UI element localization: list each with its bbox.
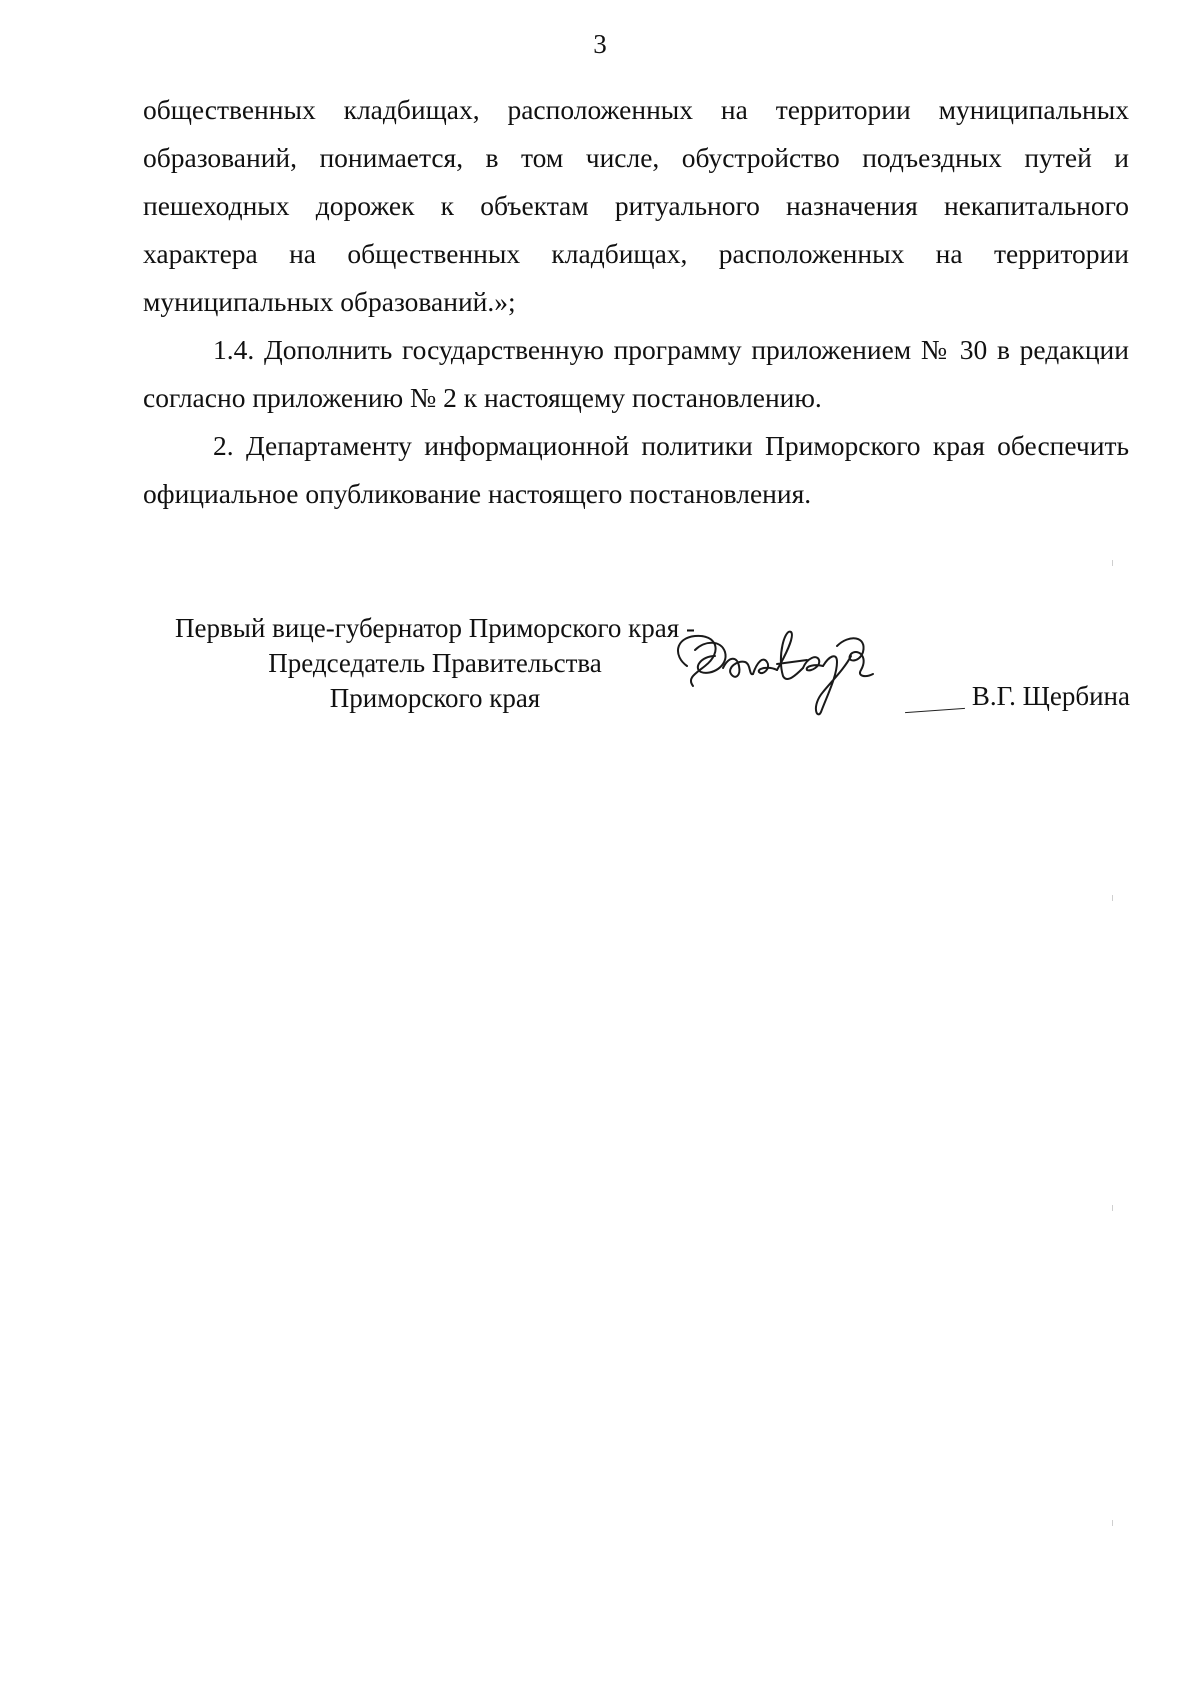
signatory-title (145, 611, 725, 716)
paragraph-item-1-4: 1.4. Дополнить государственную программу приложением № 30 в редакции согласно приложению № 2 к настоящему постановлению. (143, 334, 1129, 413)
scan-artifact (1112, 1520, 1113, 1526)
page-number: 3 (593, 29, 607, 59)
signature-underline (905, 708, 965, 713)
signatory-name: В.Г. Щербина (971, 681, 1130, 711)
scan-artifact (1112, 1205, 1113, 1211)
handwritten-signature-icon (665, 626, 885, 721)
signatory-title-line-1: Первый вице-губернатор Приморского края - (175, 613, 695, 643)
document-body (143, 86, 1129, 518)
scan-artifact (1112, 895, 1113, 901)
paragraph-item-2: 2. Департаменту информационной политики Приморского края обеспечить официальное опубликование настоящего постановления. (143, 430, 1129, 509)
paragraph-continuation: общественных кладбищах, расположенных на территории муниципальных образований, понимается, в том числе, обустройство подъездных путей и пешеходных дорожек к объектам ритуального назначения некапитального характера на общественных кладбищах, расположенных на территории муниципальных образований.»; (143, 94, 1129, 317)
signatory-title-line-2: Председатель Правительства (268, 648, 602, 678)
signatory-title-line-3: Приморского края (329, 683, 541, 713)
scan-artifact (1112, 560, 1113, 566)
signature-block (145, 611, 1130, 731)
